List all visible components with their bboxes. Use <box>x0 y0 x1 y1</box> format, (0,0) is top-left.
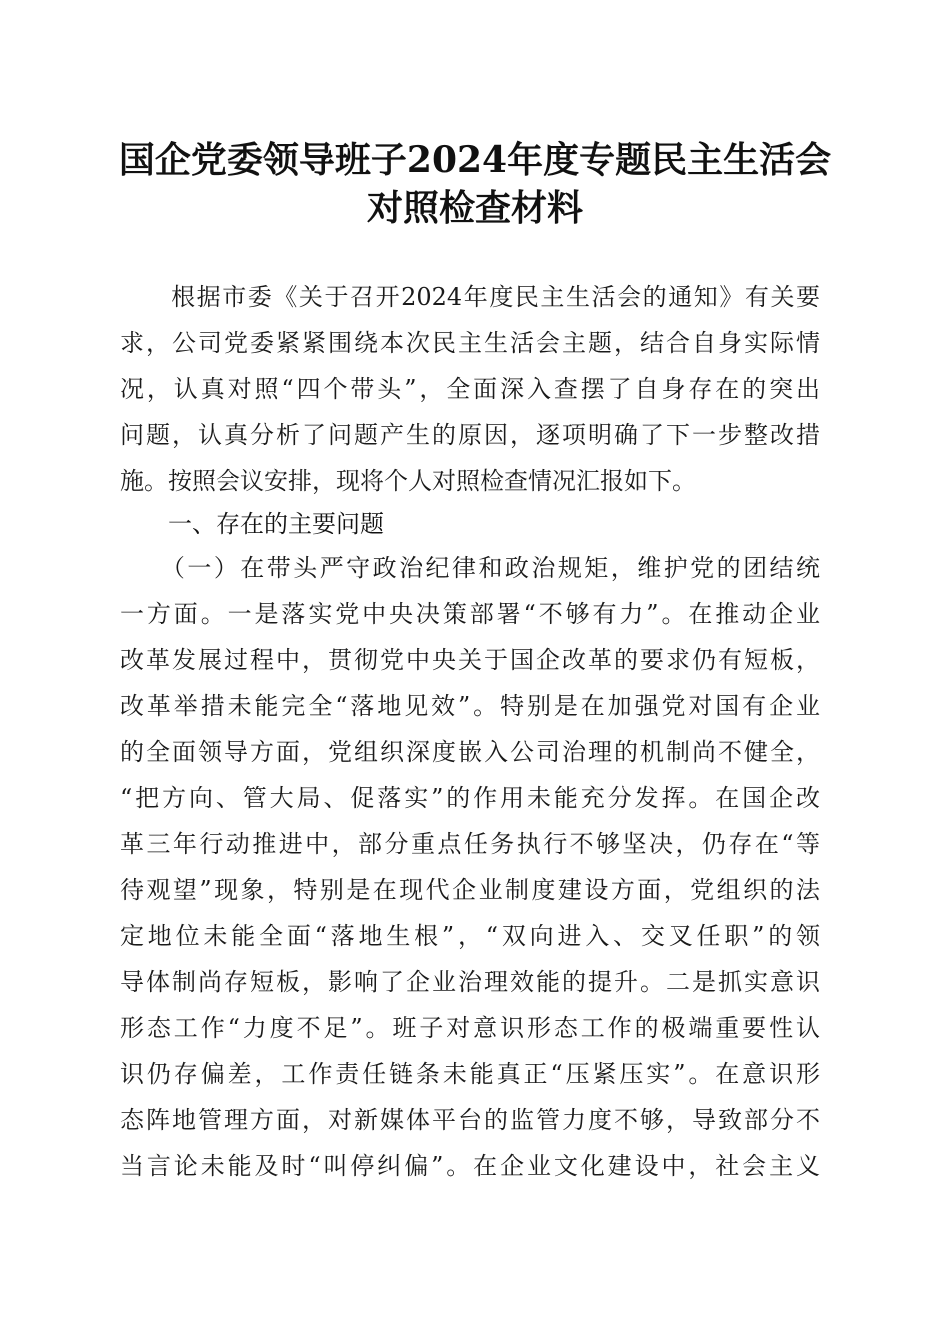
body-paragraph-line: 的全面领导方面，党组织深度嵌入公司治理的机制尚不健全， <box>120 738 820 766</box>
intro-paragraph-line: 况，认真对照“四个带头”，全面深入查摆了自身存在的突出 <box>120 375 820 403</box>
body-paragraph-line: 形态工作“力度不足”。班子对意识形态工作的极端重要性认 <box>120 1014 820 1042</box>
body-paragraph-line: 改革举措未能完全“落地见效”。特别是在加强党对国有企业 <box>120 692 820 720</box>
document-title-line-1: 国企党委领导班子2024年度专题民主生活会 <box>118 139 832 181</box>
intro-paragraph-line: 施。按照会议安排，现将个人对照检查情况汇报如下。 <box>120 467 696 495</box>
intro-paragraph-line: 求，公司党委紧紧围绕本次民主生活会主题，结合自身实际情 <box>120 329 820 357</box>
document-title-line-2: 对照检查材料 <box>366 187 583 229</box>
section-heading: 一、存在的主要问题 <box>168 510 384 538</box>
body-paragraph-line: 待观望”现象，特别是在现代企业制度建设方面，党组织的法 <box>120 876 820 904</box>
body-paragraph-line: （一）在带头严守政治纪律和政治规矩，维护党的团结统 <box>120 554 820 582</box>
body-paragraph-line: 革三年行动推进中，部分重点任务执行不够坚决，仍存在“等 <box>120 830 820 858</box>
body-paragraph-line: “把方向、管大局、促落实”的作用未能充分发挥。在国企改 <box>120 784 820 812</box>
body-paragraph-line: 态阵地管理方面，对新媒体平台的监管力度不够，导致部分不 <box>120 1106 820 1134</box>
body-paragraph-line: 一方面。一是落实党中央决策部署“不够有力”。在推动企业 <box>120 600 820 628</box>
body-paragraph-line: 改革发展过程中，贯彻党中央关于国企改革的要求仍有短板， <box>120 646 820 674</box>
body-paragraph-line: 导体制尚存短板，影响了企业治理效能的提升。二是抓实意识 <box>120 968 820 996</box>
intro-paragraph-line: 根据市委《关于召开2024年度民主生活会的通知》有关要 <box>120 283 820 311</box>
body-paragraph-line: 当言论未能及时“叫停纠偏”。在企业文化建设中，社会主义 <box>120 1152 820 1180</box>
body-paragraph-line: 识仍存偏差，工作责任链条未能真正“压紧压实”。在意识形 <box>120 1060 820 1088</box>
body-paragraph-line: 定地位未能全面“落地生根”，“双向进入、交叉任职”的领 <box>120 922 820 950</box>
intro-paragraph-line: 问题，认真分析了问题产生的原因，逐项明确了下一步整改措 <box>120 421 820 449</box>
